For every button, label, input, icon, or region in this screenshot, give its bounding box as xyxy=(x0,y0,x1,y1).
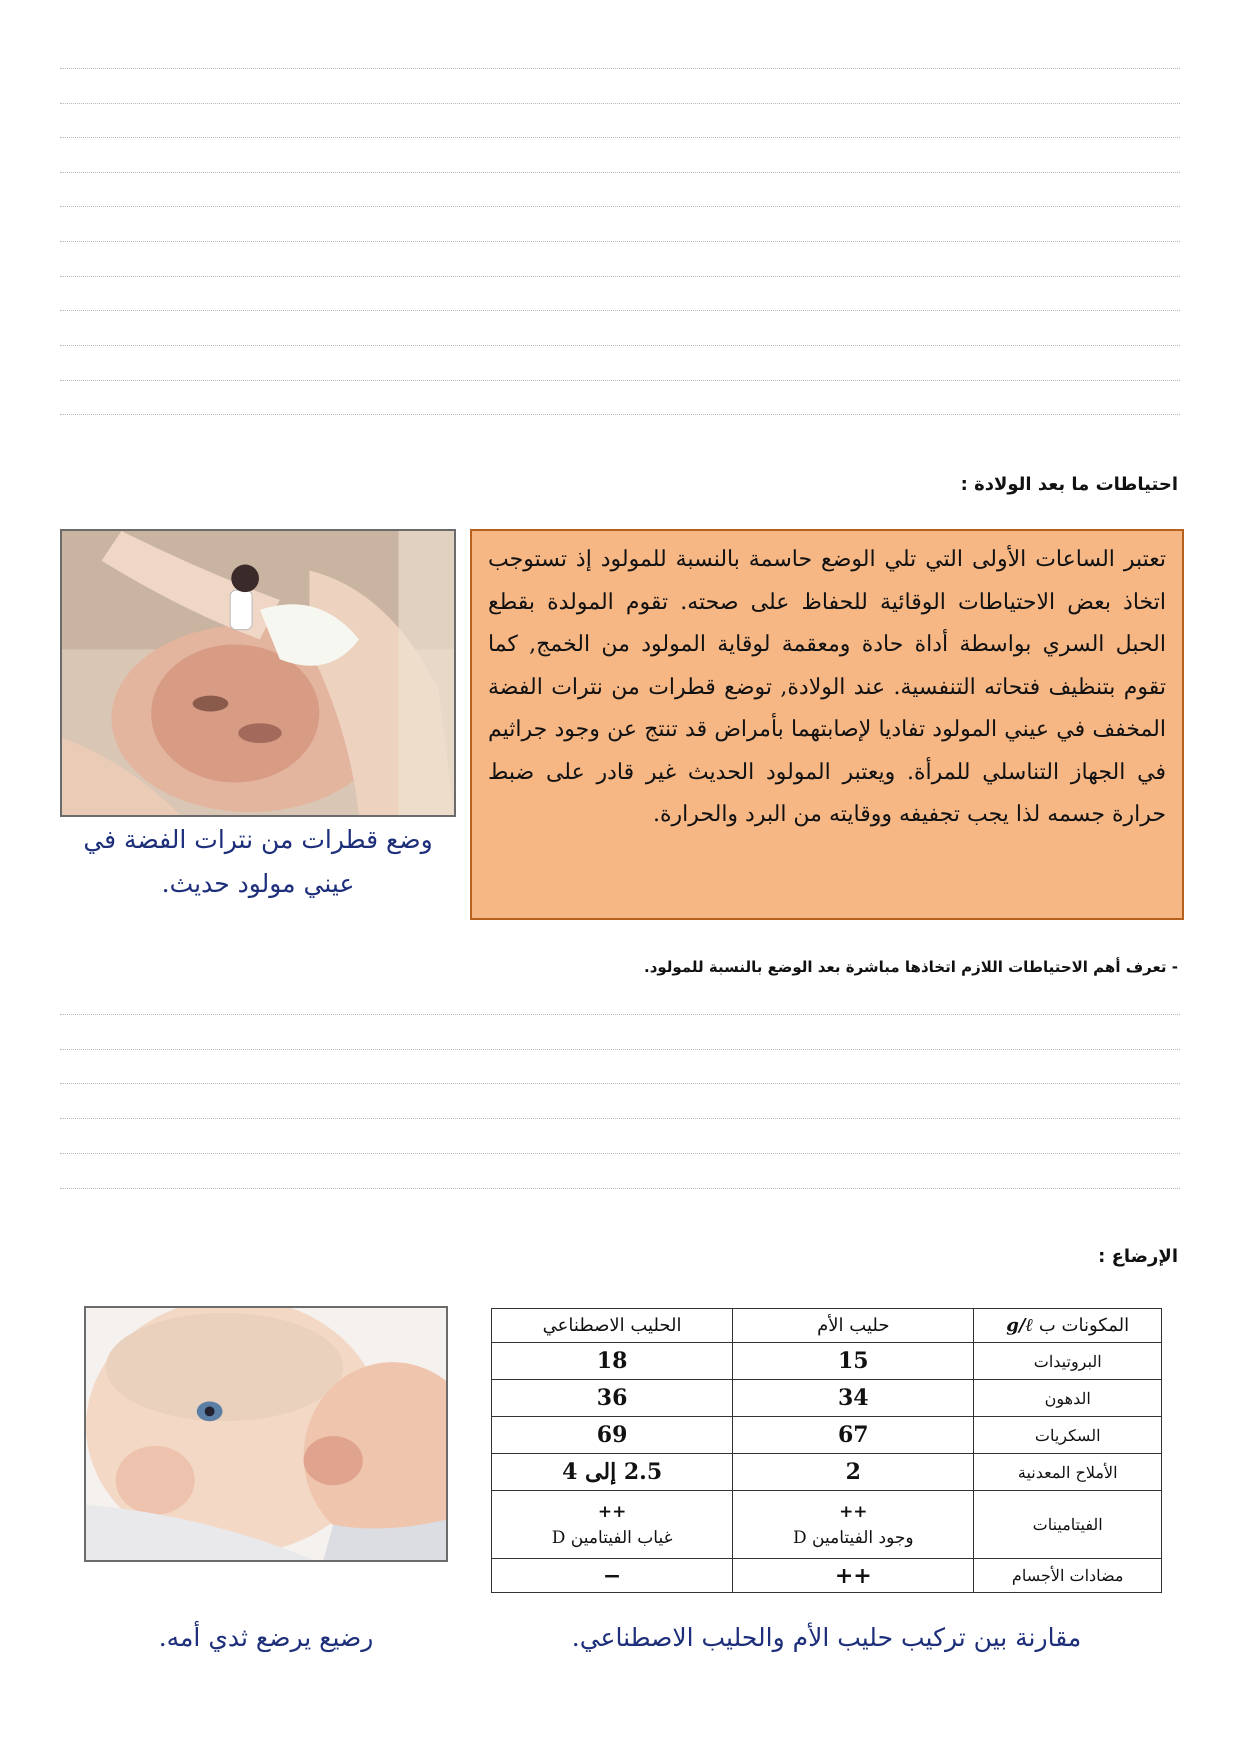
table-row xyxy=(492,1343,1162,1380)
row-label: السكريات xyxy=(974,1417,1162,1454)
postbirth-text-box xyxy=(470,529,1184,920)
artificial-vitamins xyxy=(492,1491,733,1559)
table-row xyxy=(492,1559,1162,1593)
mother-value: ++ xyxy=(733,1559,974,1593)
header-artificial-milk: الحليب الاصطناعي xyxy=(492,1309,733,1343)
photo-caption-breastfeeding: رضيع يرضع ثدي أمه. xyxy=(158,1623,374,1652)
row-label: الدهون xyxy=(974,1380,1162,1417)
row-label: البروتيدات xyxy=(974,1343,1162,1380)
table-header-row xyxy=(492,1309,1162,1343)
header-unit: g/ℓ xyxy=(1006,1315,1034,1336)
section-heading-breastfeeding: الإرضاع : xyxy=(1098,1246,1178,1267)
photo-caption-eye-drops xyxy=(60,818,456,906)
row-label: مضادات الأجسام xyxy=(974,1559,1162,1593)
photo-caption-line-2: عيني مولود حديث. xyxy=(161,869,355,898)
row-label: الفيتامينات xyxy=(974,1491,1162,1559)
mother-vitamins xyxy=(733,1491,974,1559)
section-heading-postbirth: احتياطات ما بعد الولادة : xyxy=(960,474,1178,495)
table-row-vitamins xyxy=(492,1491,1162,1559)
mother-value: 2 xyxy=(733,1454,974,1491)
postbirth-paragraph: تعتبر الساعات الأولى التي تلي الوضع حاسمة بالنسبة للمولود إذ تستوجب اتخاذ بعض الاحتياطات الوقائية للحفاظ على صحته. تقوم المولدة بقطع الحبل السري بواسطة أداة حادة ومعقمة لوقاية المولود من الخمج, كما تقوم بتنظيف فتحاته التنفسية. عند الولادة, توضع قطرات من نترات الفضة المخفف في عيني المولود تفاديا لإصابتهما بأمراض قد تنتج عن وجود جراثيم في الجهاز التناسلي للمرأة. ويعتبر المولود الحديث غير قادر على ضبط حرارة جسمه لذا يجب تجفيفه ووقايته من البرد والحرارة. xyxy=(488,547,1166,827)
breastfeeding-baby-photo xyxy=(84,1306,448,1562)
question-postbirth-precautions: - تعرف أهم الاحتياطات اللازم اتخاذها مباشرة بعد الوضع بالنسبة للمولود. xyxy=(644,958,1178,976)
table-row xyxy=(492,1417,1162,1454)
row-label: الأملاح المعدنية xyxy=(974,1454,1162,1491)
artificial-value: 2.5 إلى 4 xyxy=(492,1454,733,1491)
artificial-value: 18 xyxy=(492,1343,733,1380)
artificial-value: 69 xyxy=(492,1417,733,1454)
header-mother-milk: حليب الأم xyxy=(733,1309,974,1343)
table-row xyxy=(492,1454,1162,1491)
artificial-vitamin-level: ++ xyxy=(597,1501,627,1522)
table-row xyxy=(492,1380,1162,1417)
artificial-vitamin-note: غياب الفيتامين D xyxy=(551,1527,673,1548)
mother-value: 34 xyxy=(733,1380,974,1417)
mother-vitamin-note: وجود الفيتامين D xyxy=(792,1527,914,1548)
milk-composition-table xyxy=(491,1308,1162,1593)
table-caption: مقارنة بين تركيب حليب الأم والحليب الاصطناعي. xyxy=(571,1623,1082,1652)
mother-value: 15 xyxy=(733,1343,974,1380)
mother-value: 67 xyxy=(733,1417,974,1454)
artificial-value: − xyxy=(492,1559,733,1593)
mother-vitamin-level: ++ xyxy=(839,1501,868,1522)
newborn-eye-drops-photo xyxy=(60,529,456,817)
artificial-value: 36 xyxy=(492,1380,733,1417)
photo-caption-line-1: وضع قطرات من نترات الفضة في xyxy=(83,825,433,854)
header-components: المكونات ب g/ℓ xyxy=(974,1309,1162,1343)
